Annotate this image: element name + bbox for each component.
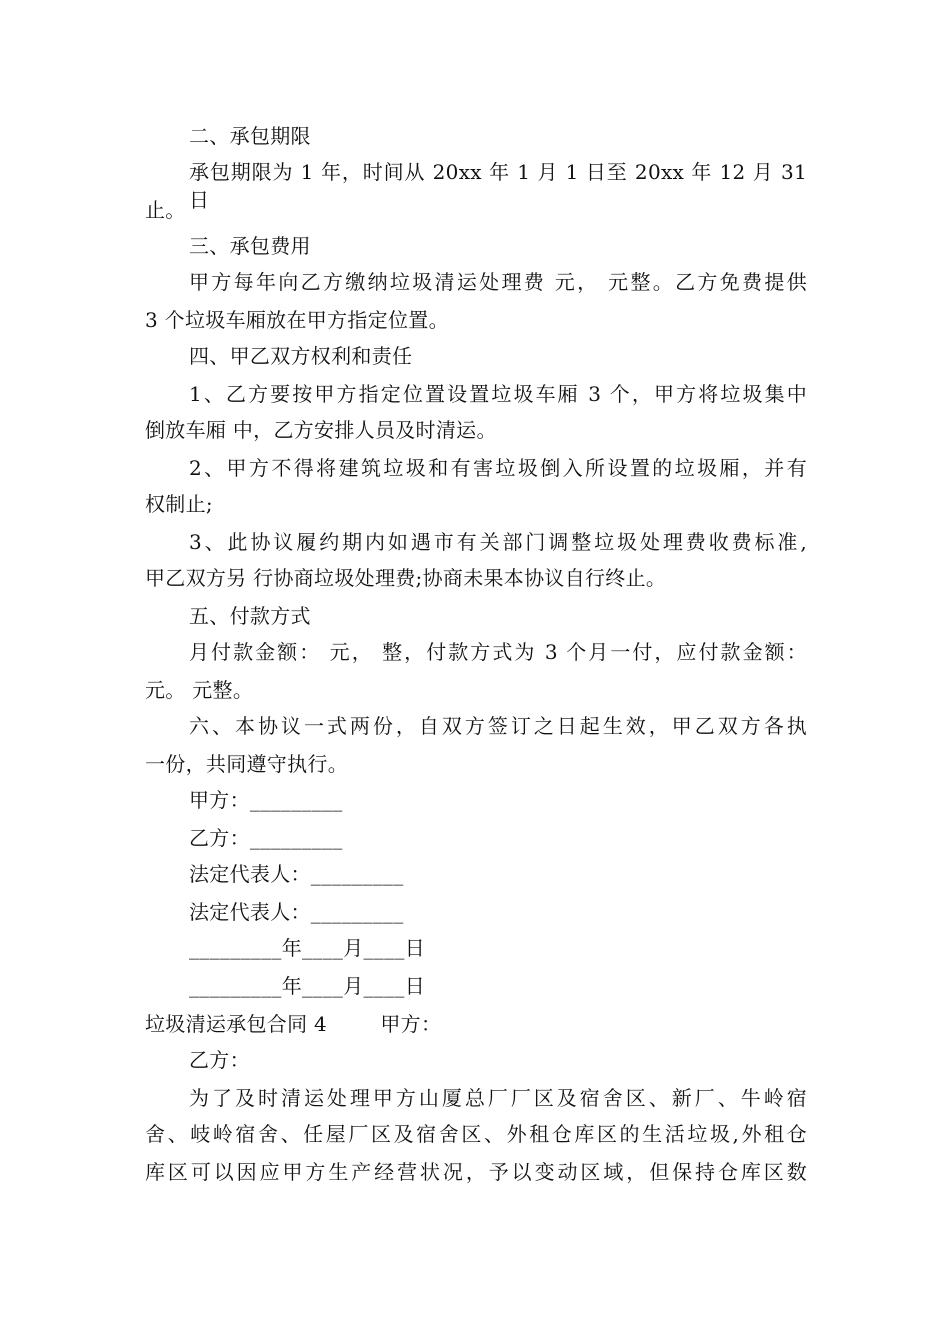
- paragraph-line: 3、此协议履约期内如遇市有关部门调整垃圾处理费收费标准,: [189, 530, 807, 554]
- signature-date-b: _________年____月____日: [189, 974, 425, 998]
- section-heading-fee: 三、承包费用: [189, 234, 311, 258]
- section-heading-rights: 四、甲乙双方权利和责任: [189, 344, 413, 368]
- paragraph-line: 舍、岐岭宿舍、任屋厂区及宿舍区、外租仓库区的生活垃圾,外租仓: [145, 1122, 807, 1146]
- section-heading-term: 二、承包期限: [189, 124, 311, 148]
- signature-legal-rep-a: 法定代表人：_________: [189, 862, 404, 886]
- paragraph-line: 月付款金额： 元， 整，付款方式为 3 个月一付，应付款金额：: [189, 640, 807, 664]
- paragraph-line: 承包期限为 1 年，时间从 20xx 年 1 月 1 日至 20xx 年 12 月 31 日: [189, 160, 807, 212]
- signature-date-a: _________年____月____日: [189, 936, 425, 960]
- paragraph-line: 1、乙方要按甲方指定位置设置垃圾车厢 3 个，甲方将垃圾集中: [189, 382, 807, 406]
- paragraph-line: 止。: [145, 198, 186, 222]
- paragraph-line: 一份，共同遵守执行。: [145, 752, 348, 776]
- signature-legal-rep-b: 法定代表人：_________: [189, 900, 404, 924]
- paragraph-line: 甲乙双方另 行协商垃圾处理费;协商未果本协议自行终止。: [145, 566, 667, 590]
- paragraph-line: 3 个垃圾车厢放在甲方指定位置。: [145, 308, 449, 332]
- paragraph-line: 为了及时清运处理甲方山厦总厂厂区及宿舍区、新厂、牛岭宿: [189, 1086, 807, 1110]
- signature-party-a: 甲方：_________: [189, 788, 343, 812]
- paragraph-line: 权制止;: [145, 492, 213, 516]
- paragraph-line: 倒放车厢 中，乙方安排人员及时清运。: [145, 418, 497, 442]
- signature-party-b: 乙方：_________: [189, 826, 343, 850]
- contract-title: 垃圾清运承包合同 4 甲方：: [145, 1012, 442, 1036]
- party-b-label: 乙方：: [189, 1048, 250, 1072]
- section-heading-payment: 五、付款方式: [189, 604, 311, 628]
- paragraph-line: 元。 元整。: [145, 678, 254, 702]
- paragraph-line: 库区可以因应甲方生产经营状况，予以变动区域，但保持仓库区数: [145, 1160, 807, 1184]
- paragraph-line: 甲方每年向乙方缴纳垃圾清运处理费 元， 元整。乙方免费提供: [189, 270, 807, 294]
- paragraph-line: 2、甲方不得将建筑垃圾和有害垃圾倒入所设置的垃圾厢，并有: [189, 456, 807, 480]
- paragraph-line: 六、本协议一式两份，自双方签订之日起生效，甲乙双方各执: [189, 714, 807, 738]
